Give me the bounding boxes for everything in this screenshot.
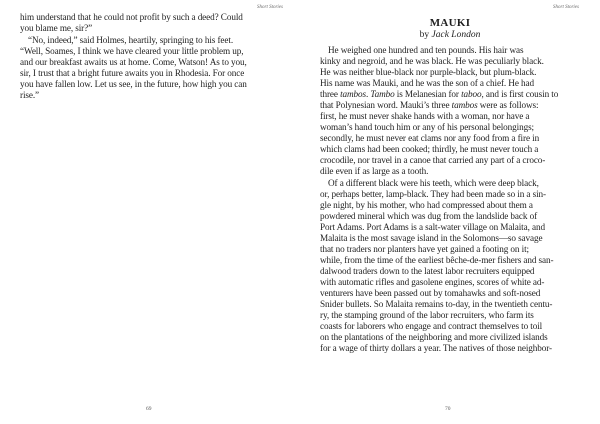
body-line: venturers have been passed out by tomahawks and soft-nosed xyxy=(320,288,541,298)
body-line: Of a different black were his teeth, which were deep black, xyxy=(328,178,539,188)
body-line: crocodile, nor travel in a canoe that carried any part of a croco- xyxy=(320,155,546,165)
body-line: powdered mineral which was dug from the landslide back of xyxy=(320,211,538,221)
body-line: three tambos. Tambo is Melanesian for taboo, and is first cousin to xyxy=(320,89,559,99)
author-by: by xyxy=(419,30,430,40)
body-line: gle night, by his mother, who had compressed about them a xyxy=(320,200,533,210)
body-line: “No, indeed,” said Holmes, heartily, springing to his feet. xyxy=(28,35,234,45)
body-line: woman’s hand touch him or any of his personal belongings; xyxy=(320,122,535,132)
body-line: first, he must never shake hands with a woman, nor have a xyxy=(320,111,530,121)
body-line: you blame me, sir?” xyxy=(20,23,93,33)
body-line: Snider bullets. So Malaita remains to-day, in the twentieth centu- xyxy=(320,299,553,309)
body-line: dile even if as large as a tooth. xyxy=(320,166,429,176)
body-line: kinky and negroid, and he was black. He was peculiarly black. xyxy=(320,56,544,66)
italic-term: Tambo xyxy=(370,89,395,99)
running-head: Short Stories xyxy=(553,5,579,10)
body-line: He was neither blue-black nor purple-black, but plum-black. xyxy=(320,67,537,77)
body-line: ry, the stamping ground of the labor recruiters, who farm its xyxy=(320,310,534,320)
body-line: that Polynesian word. Mauki’s three tambos were as follows: xyxy=(320,100,539,110)
body-line: rise.” xyxy=(20,90,40,100)
italic-term: taboo xyxy=(461,89,482,99)
body-line: secondly, he must never eat clams nor any food from a fire in xyxy=(320,133,540,143)
body-line: or, perhaps better, lamp-black. They had been made so in a sin- xyxy=(320,189,546,199)
story-title: MAUKI xyxy=(429,17,471,29)
body-line: sir, I trust that a bright future awaits you in Rhodesia. For once xyxy=(20,68,245,78)
body-line: while, from the time of the earliest bêche-de-mer fishers and san- xyxy=(320,255,554,265)
author-name: Jack London xyxy=(431,30,481,40)
body-line: on the plantations of the neighboring and more civilized islands xyxy=(320,332,548,342)
body-line: and our breakfast awaits us at home. Come, Watson! As to you, xyxy=(20,57,247,67)
page-number: 70 xyxy=(445,406,451,412)
right-page xyxy=(300,0,600,424)
body-line: dalwood traders down to the latest labor recruiters equipped xyxy=(320,266,535,276)
body-line: His name was Mauki, and he was the son of a chief. He had xyxy=(320,78,534,88)
body-line: him understand that he could not profit by such a deed? Could xyxy=(20,12,243,22)
body-line: Port Adams. Port Adams is a salt-water village on Malaita, and xyxy=(320,222,545,232)
body-line: for a wage of thirty dollars a year. The natives of those neighbor- xyxy=(320,343,552,353)
italic-term: tambos xyxy=(340,89,367,99)
body-line: coasts for laborers who engage and contract themselves to toil xyxy=(320,321,543,331)
running-head: Short Stories xyxy=(257,5,283,10)
body-line: He weighed one hundred and ten pounds. His hair was xyxy=(328,45,524,55)
body-line: that no traders nor planters have yet gained a footing on it; xyxy=(320,244,529,254)
italic-term: tambos xyxy=(451,100,478,110)
body-line: Malaita is the most savage island in the Solomons—so savage xyxy=(320,233,543,243)
body-line: with automatic rifles and gasolene engines, scores of white ad- xyxy=(320,277,545,287)
page-number: 69 xyxy=(146,406,152,412)
body-line: which clams had been cooked; thirdly, he must never touch a xyxy=(320,144,539,154)
body-line: “Well, Soames, I think we have cleared your little problem up, xyxy=(20,46,244,56)
body-line: you have fallen low. Let us see, in the future, how high you can xyxy=(20,79,247,89)
story-author xyxy=(300,30,600,40)
